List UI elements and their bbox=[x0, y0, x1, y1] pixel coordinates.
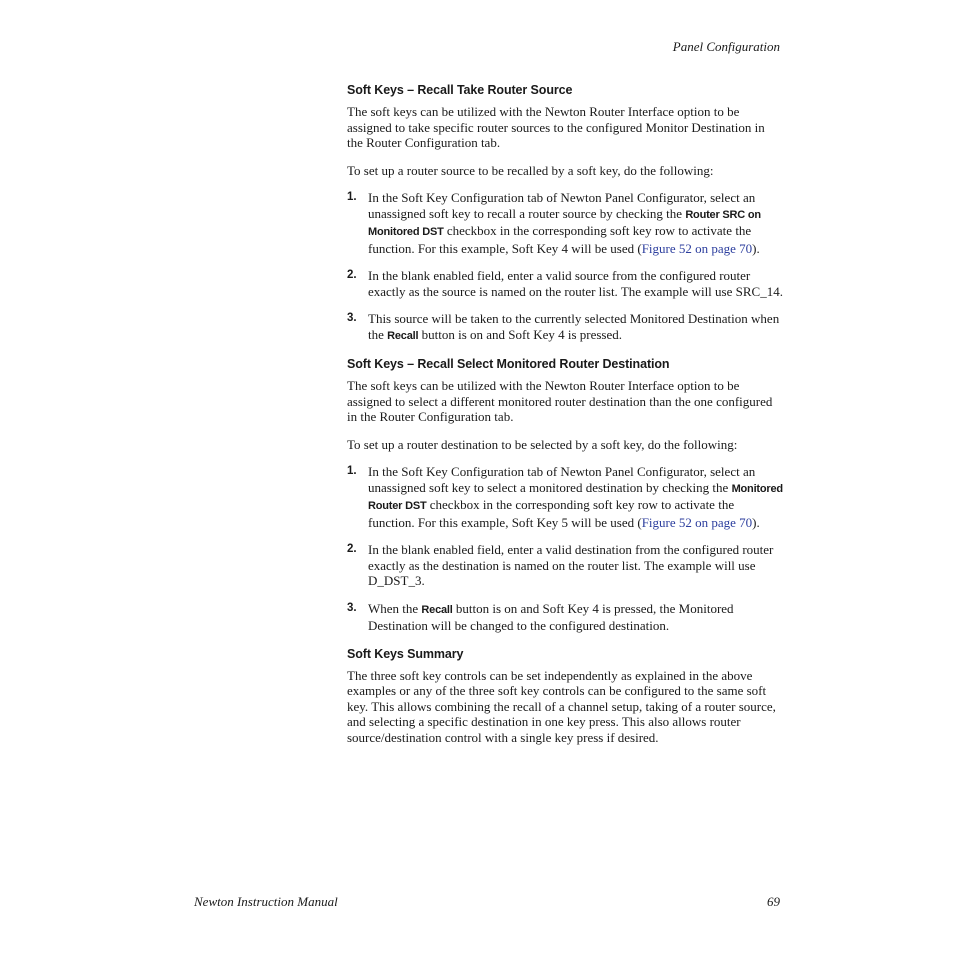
step-number: 1. bbox=[347, 465, 357, 477]
step-text: When the bbox=[368, 600, 422, 616]
main-content bbox=[347, 82, 783, 757]
section-soft-keys-summary bbox=[347, 646, 783, 746]
figure-link[interactable]: Figure 52 on page 70 bbox=[641, 240, 753, 256]
section-lead: To set up a router source to be recalled by a soft key, do the following: bbox=[347, 162, 714, 178]
step-item bbox=[347, 464, 783, 530]
step-item bbox=[347, 601, 783, 634]
section-heading: Soft Keys – Recall Select Monitored Router Destination bbox=[347, 357, 670, 371]
footer-page-number: 69 bbox=[767, 894, 780, 909]
section-intro: The soft keys can be utilized with the Newton Router Interface option to be assigned to take specific router sources to the configured Monitor Destination in the Router Configuration tab. bbox=[347, 104, 765, 150]
step-number: 2. bbox=[347, 269, 357, 281]
step-text: In the blank enabled field, enter a valid source from the configured router exactly as the source is named on the router list. The example will use SRC_14. bbox=[368, 268, 783, 299]
step-item bbox=[347, 190, 783, 256]
ui-label: Recall bbox=[387, 329, 419, 342]
step-text: button is on and Soft Key 4 is pressed. bbox=[418, 326, 623, 342]
step-list bbox=[347, 190, 783, 344]
step-item bbox=[347, 542, 783, 589]
step-number: 3. bbox=[347, 601, 357, 614]
section-heading: Soft Keys – Recall Take Router Source bbox=[347, 83, 573, 97]
section-lead: To set up a router destination to be selected by a soft key, do the following: bbox=[347, 436, 738, 452]
section-intro: The soft keys can be utilized with the Newton Router Interface option to be assigned to select a different monitored router destination than the one configured in the Router Configuration tab. bbox=[347, 378, 773, 424]
step-text: ). bbox=[752, 240, 760, 256]
step-list bbox=[347, 464, 783, 634]
step-text: In the Soft Key Configuration tab of Newton Panel Configurator, select an unassigned soft key to recall a router source by checking the bbox=[368, 190, 756, 221]
footer-manual-title: Newton Instruction Manual bbox=[194, 894, 338, 909]
figure-link[interactable]: Figure 52 on page 70 bbox=[641, 514, 753, 530]
section-heading: Soft Keys Summary bbox=[347, 646, 464, 661]
running-header: Panel Configuration bbox=[672, 39, 780, 54]
step-number: 2. bbox=[347, 543, 357, 555]
step-text: In the Soft Key Configuration tab of Newton Panel Configurator, select an unassigned soft key to select a monitored destination by checking the bbox=[368, 464, 756, 495]
step-number: 3. bbox=[347, 312, 357, 324]
step-item bbox=[347, 268, 783, 299]
step-text: In the blank enabled field, enter a valid destination from the configured router exactly as the destination is named on the router list. The example will use D_DST_3. bbox=[368, 542, 774, 588]
section-recall-take-router-source bbox=[347, 82, 783, 344]
section-intro: The three soft key controls can be set independently as explained in the above examples or any of the three soft key controls can be configured to the same soft key. This allows combining the recall of a channel setup, taking of a router source, and selecting a specific destination in one key press. This also allows router source/destination control with a single key press if desired. bbox=[347, 667, 776, 745]
step-text: checkbox in the corresponding soft key row to activate the function. For this example, Soft Key 4 will be used ( bbox=[368, 223, 752, 256]
ui-label: Router SRC on Monitored DST bbox=[368, 208, 761, 238]
ui-label: Monitored Router DST bbox=[368, 482, 783, 512]
section-recall-select-monitored-destination bbox=[347, 356, 783, 634]
ui-label: Recall bbox=[421, 603, 453, 616]
step-item bbox=[347, 311, 783, 344]
step-text: button is on and Soft Key 4 is pressed, the Monitored Destination will be changed to the configured destination. bbox=[368, 600, 734, 633]
step-text: ). bbox=[752, 514, 760, 530]
step-text: checkbox in the corresponding soft key row to activate the function. For this example, Soft Key 5 will be used ( bbox=[368, 497, 735, 530]
step-number: 1. bbox=[347, 191, 357, 203]
step-text: This source will be taken to the currently selected Monitored Destination when the bbox=[368, 311, 780, 342]
